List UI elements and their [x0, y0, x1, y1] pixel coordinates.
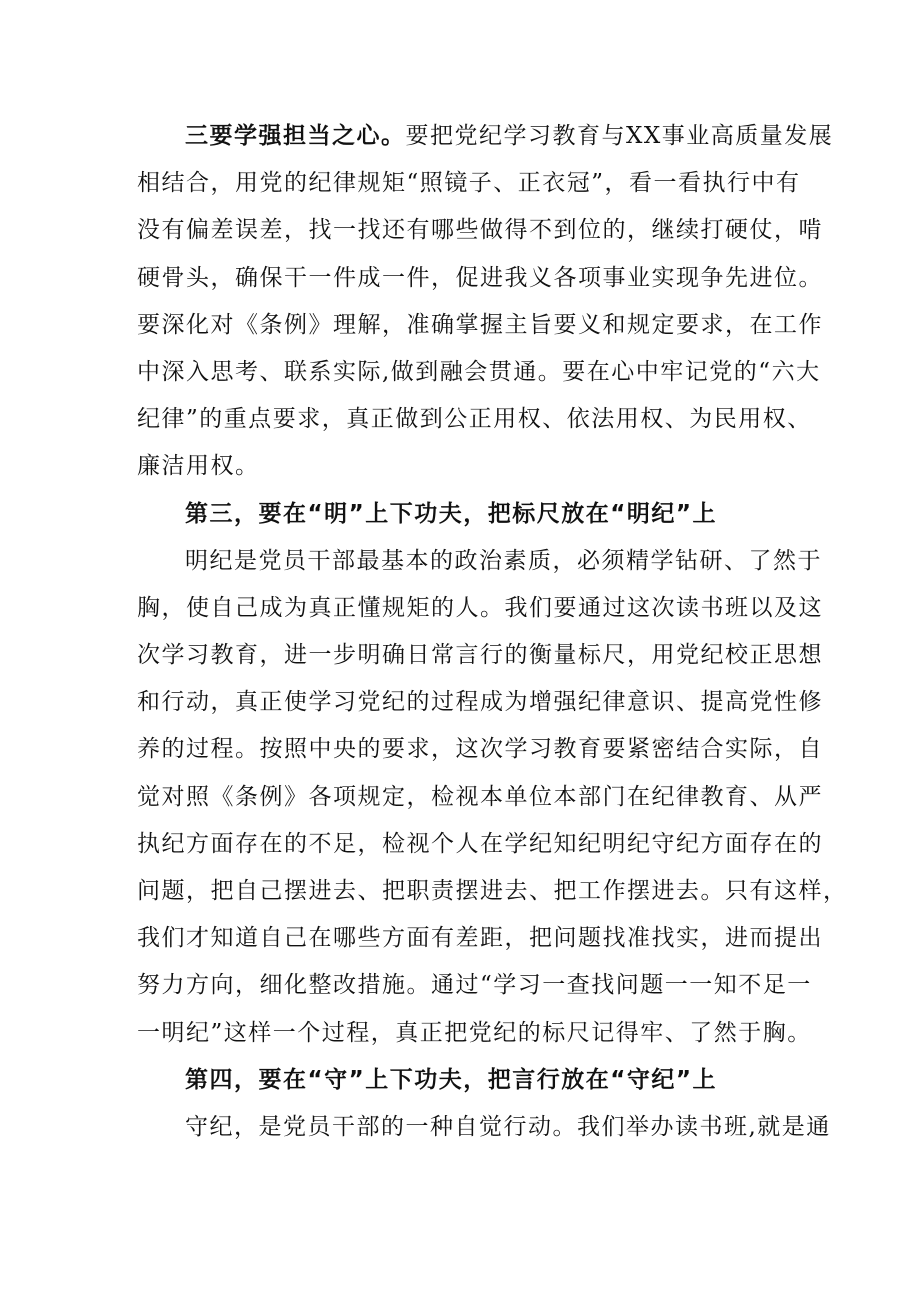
paragraph-2-line-9: 我们才知道自己在哪些方面有差距，把问题找准找实，进而提出 — [137, 925, 823, 952]
paragraph-2-line-5: 养的过程。按照中央的要求，这次学习教育要紧密结合实际，自 — [137, 736, 823, 763]
paragraph-1-line-4: 硬骨头，确保干一件成一件，促进我义各项事业实现争先进位。 — [137, 264, 823, 291]
section-heading-4: 第四，要在“守”上下功夫，把言行放在“守纪”上 — [185, 1066, 717, 1093]
paragraph-2-line-1: 明纪是党员干部最基本的政治素质，必须精学钻研、了然于 — [185, 547, 822, 574]
paragraph-2-line-11: 一明纪”这样一个过程，真正把党纪的标尺记得牢、了然于胸。 — [137, 1019, 812, 1046]
paragraph-2-line-8: 问题，把自己摆进去、把职责摆进去、把工作摆进去。只有这样， — [137, 878, 848, 904]
paragraph-2-line-6: 觉对照《条例》各项规定，检视本单位本部门在纪律教育、从严 — [137, 783, 823, 810]
paragraph-1-line-8: 廉洁用权。 — [137, 453, 260, 480]
paragraph-1-line-7: 纪律”的重点要求，真正做到公正用权、依法用权、为民用权、 — [137, 406, 812, 433]
paragraph-1-line-6: 中深入思考、联系实际,做到融会贯通。要在心中牢记党的“六大 — [137, 358, 821, 385]
paragraph-2-line-4: 和行动，真正使学习党纪的过程成为增强纪律意识、提高党性修 — [137, 689, 823, 716]
paragraph-1-line-1-rest: 要把党纪学习教育与XX事业高质量发展 — [405, 123, 834, 149]
paragraph-2-line-3: 次学习教育，进一步明确日常言行的衡量标尺，用党纪校正思想 — [137, 642, 823, 669]
paragraph-3-line-1: 守纪，是党员干部的一种自觉行动。我们举办读书班,就是通 — [185, 1113, 831, 1140]
paragraph-1-line-1 — [137, 113, 834, 160]
paragraph-1-line-3: 没有偏差误差，找一找还有哪些做得不到位的，继续打硬仗，啃 — [137, 217, 823, 244]
paragraph-1-line-2: 相结合，用党的纪律规矩“照镜子、正衣冠”，看一看执行中有 — [137, 170, 801, 197]
paragraph-2-line-10: 努力方向，细化整改措施。通过“学习一查找问题一一知不足一 — [137, 972, 812, 999]
paragraph-2-line-2: 胸，使自己成为真正懂规矩的人。我们要通过这次读书班以及这 — [137, 594, 823, 621]
paragraph-1-lead: 三要学强担当之心。 — [185, 123, 406, 149]
section-heading-3: 第三，要在“明”上下功夫，把标尺放在“明纪”上 — [185, 500, 717, 527]
document-body — [137, 113, 848, 1151]
paragraph-1-line-5: 要深化对《条例》理解，准确掌握主旨要义和规定要求，在工作 — [137, 311, 823, 338]
paragraph-2-line-7: 执纪方面存在的不足，检视个人在学纪知纪明纪守纪方面存在的 — [137, 830, 823, 857]
